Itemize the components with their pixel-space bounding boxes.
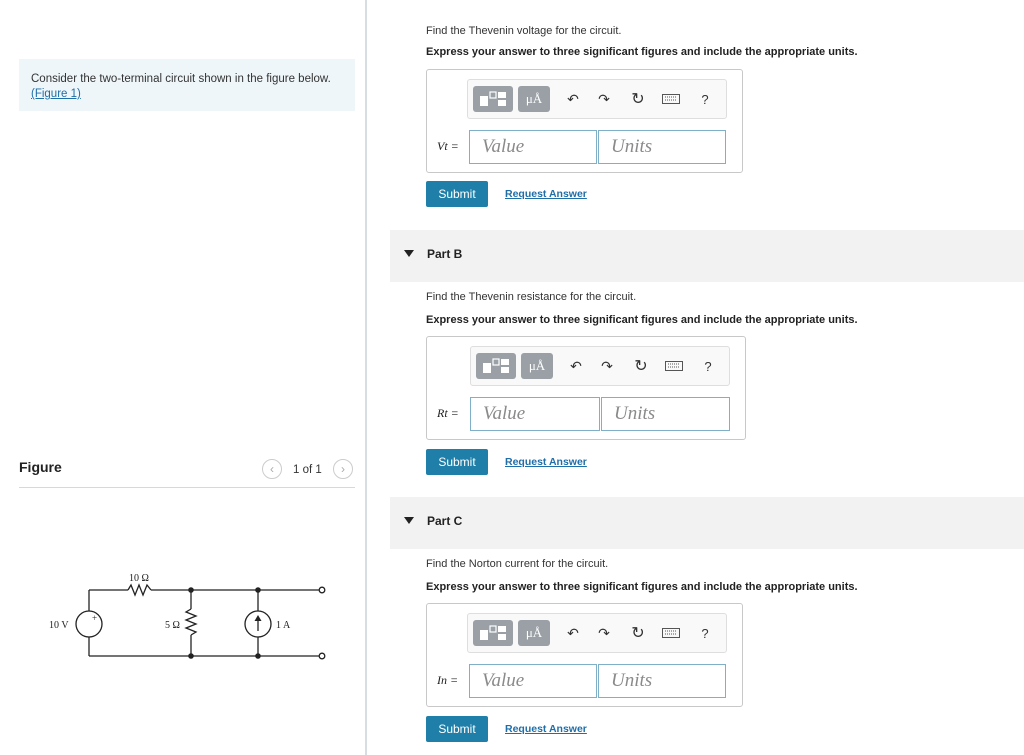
template-icon <box>478 624 508 642</box>
part-c-units-input[interactable] <box>598 664 726 698</box>
part-c-instruction: Express your answer to three significant figures and include the appropriate units. <box>426 581 858 593</box>
help-button[interactable]: ? <box>704 358 712 374</box>
part-b-request-answer-link[interactable]: Request Answer <box>505 456 587 468</box>
keyboard-icon <box>662 628 680 638</box>
part-c-answer-box <box>426 603 743 707</box>
keyboard-icon <box>665 361 683 371</box>
part-a-submit-button[interactable]: Submit <box>426 181 488 207</box>
figure-link[interactable]: (Figure 1) <box>31 88 81 100</box>
redo-button[interactable] <box>594 353 620 379</box>
part-c-variable-label: In = <box>437 673 459 687</box>
part-b-toolbar <box>470 346 730 386</box>
part-a-request-answer-link[interactable]: Request Answer <box>505 188 587 200</box>
reset-button[interactable] <box>625 86 651 112</box>
part-b-variable-label: Rt = <box>437 406 459 420</box>
intro-box <box>19 59 355 111</box>
units-button[interactable]: μÅ <box>521 353 553 379</box>
figure-divider <box>19 487 355 488</box>
part-a-value-input[interactable] <box>469 130 597 164</box>
caret-down-icon <box>404 250 414 257</box>
part-b-answer-box <box>426 336 746 440</box>
keyboard-icon <box>662 94 680 104</box>
reset-button[interactable] <box>625 620 651 646</box>
part-a-answer-box <box>426 69 743 173</box>
part-a-instruction: Express your answer to three significant figures and include the appropriate units. <box>426 46 858 58</box>
part-c-request-answer-link[interactable]: Request Answer <box>505 723 587 735</box>
template-button[interactable] <box>476 353 516 379</box>
part-a-variable-label: Vt = <box>437 139 459 153</box>
undo-button[interactable] <box>563 353 589 379</box>
r2-label: 5 Ω <box>165 620 180 631</box>
keyboard-button[interactable] <box>658 86 684 112</box>
intro-text: Consider the two-terminal circuit shown in the figure below. <box>31 73 331 85</box>
part-c-header[interactable] <box>390 497 1024 549</box>
redo-icon: ↷ <box>598 90 610 107</box>
part-a-units-input[interactable] <box>598 130 726 164</box>
template-button[interactable] <box>473 620 513 646</box>
r1-label: 10 Ω <box>129 573 149 584</box>
reset-button[interactable] <box>628 353 654 379</box>
redo-icon: ↷ <box>598 624 610 641</box>
units-button[interactable]: μÅ <box>518 620 550 646</box>
help-button[interactable]: ? <box>701 625 709 641</box>
reset-icon: ↻ <box>631 625 645 642</box>
reset-icon: ↻ <box>634 358 648 375</box>
redo-button[interactable] <box>591 620 617 646</box>
redo-icon: ↷ <box>601 357 613 374</box>
part-c-prompt: Find the Norton current for the circuit. <box>426 558 609 570</box>
help-button[interactable]: ? <box>701 91 709 107</box>
template-button[interactable] <box>473 86 513 112</box>
part-c-title: Part C <box>427 514 463 528</box>
source-plus: + <box>92 613 98 623</box>
part-b-value-input[interactable] <box>470 397 600 431</box>
part-a-prompt: Find the Thevenin voltage for the circuit. <box>426 25 622 37</box>
part-b-prompt: Find the Thevenin resistance for the circuit. <box>426 291 637 303</box>
undo-button[interactable] <box>560 86 586 112</box>
units-button[interactable]: μÅ <box>518 86 550 112</box>
part-c-toolbar <box>467 613 727 653</box>
part-b-header[interactable] <box>390 230 1024 282</box>
keyboard-button[interactable] <box>661 353 687 379</box>
part-b-units-input[interactable] <box>601 397 730 431</box>
pane-divider[interactable] <box>365 0 367 755</box>
reset-icon: ↻ <box>631 91 645 108</box>
next-figure-button[interactable] <box>333 459 353 479</box>
undo-icon: ↶ <box>567 90 579 107</box>
undo-icon: ↶ <box>567 624 579 641</box>
keyboard-button[interactable] <box>658 620 684 646</box>
part-b-title: Part B <box>427 247 463 261</box>
template-icon <box>481 357 511 375</box>
current-source-label: 1 A <box>276 620 291 631</box>
undo-button[interactable] <box>560 620 586 646</box>
figure-title: Figure <box>19 459 62 475</box>
caret-down-icon <box>404 517 414 524</box>
redo-button[interactable] <box>591 86 617 112</box>
undo-icon: ↶ <box>570 357 582 374</box>
circuit-diagram <box>40 565 340 670</box>
template-icon <box>478 90 508 108</box>
part-c-value-input[interactable] <box>469 664 597 698</box>
source-voltage-label: 10 V <box>49 620 69 631</box>
figure-pager: 1 of 1 <box>293 464 322 476</box>
part-a-toolbar <box>467 79 727 119</box>
part-b-submit-button[interactable]: Submit <box>426 449 488 475</box>
part-c-submit-button[interactable]: Submit <box>426 716 488 742</box>
chevron-left-icon: ‹ <box>270 462 274 476</box>
part-b-instruction: Express your answer to three significant figures and include the appropriate units. <box>426 314 858 326</box>
prev-figure-button[interactable] <box>262 459 282 479</box>
chevron-right-icon: › <box>341 462 345 476</box>
